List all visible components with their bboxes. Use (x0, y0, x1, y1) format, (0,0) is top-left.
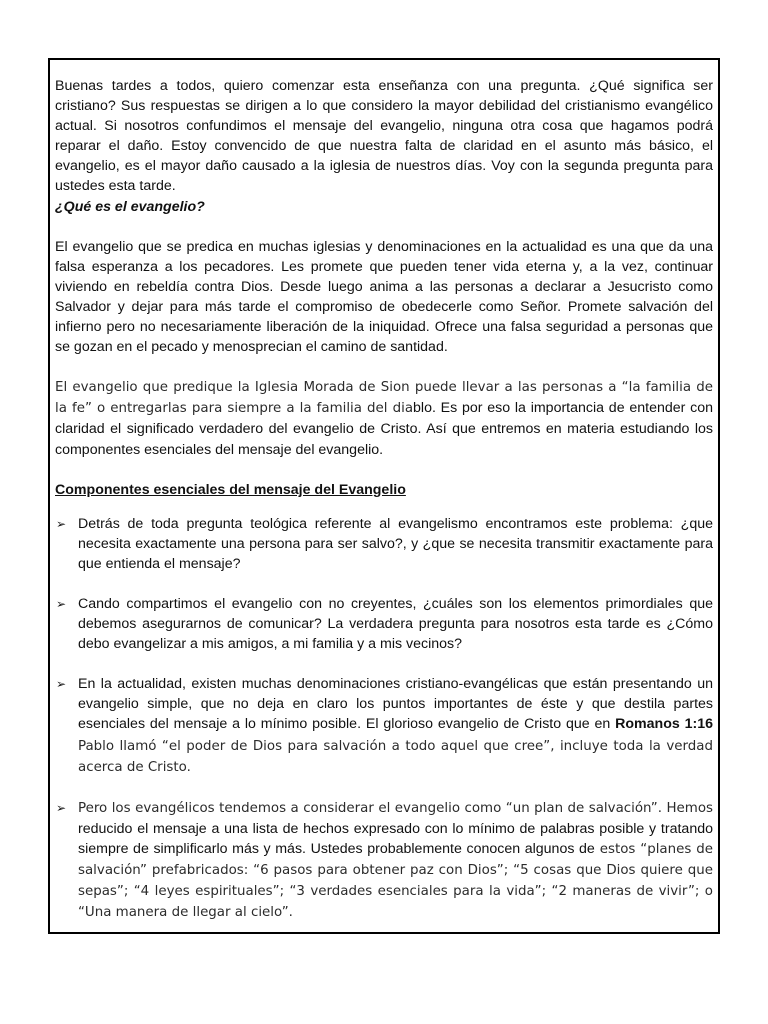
list-item-text: Pero los evangélicos tendemos a considerar el evangelio como “un plan de salvación”. Hemos (78, 800, 713, 816)
arrow-bullet-icon: ➢ (56, 516, 67, 531)
list-item-text: Cando compartimos el evangelio con no creyentes, ¿cuáles son los elementos primordiales que debemos asegurarnos de comunicar? La verdadera pregunta para nosotros esta tarde es ¿Cómo debo evangelizar a mis amigos, a mi familia y a mis vecinos? (78, 595, 713, 653)
list-item-text: reducido el mensaje a una lista de hechos expresado con lo mínimo de palabras posible y tratando siempre de simplificarlo más y más. Ustedes probablemente conocen algunos de (78, 820, 713, 857)
list-item (55, 514, 713, 574)
list-item-text: Pablo llamó “el poder de Dios para salvación a todo aquel que cree”, incluye toda la verdad acerca de Cristo. (78, 738, 713, 775)
spacer (55, 500, 713, 514)
list-item (55, 798, 713, 924)
intro-paragraph: Buenas tardes a todos, quiero comenzar esta enseñanza con una pregunta. ¿Qué significa ser cristiano? Sus respuestas se dirigen a lo que considero la mayor debilidad del cristianismo evangélico actual. Si nosotros confundimos el mensaje del evangelio, ninguna otra cosa que hagamos podrá reparar el daño. Estoy convencido de que nuestra falta de claridad en el asunto más básico, el evangelio, es el mayor daño causado a la iglesia de nuestros días. Voy con la segunda pregunta para ustedes esta tarde. (55, 78, 713, 195)
church-paragraph-part2: blo. Es por eso la importancia de entender con claridad el significado verdadero del evangelio de Cristo. Así que entremos en materia estudiando los componentes esenciales del mensaje del evangelio. (55, 400, 713, 458)
bullet-list (55, 514, 713, 924)
spacer (55, 357, 713, 377)
text-box (48, 58, 720, 934)
arrow-bullet-icon: ➢ (56, 800, 67, 815)
arrow-bullet-icon: ➢ (56, 677, 67, 692)
arrow-bullet-icon: ➢ (56, 596, 67, 611)
list-item-text: En la actualidad, existen muchas denominaciones cristiano-evangélicas que están presentando un evangelio simple, que no deja en claro los puntos importantes de éste y que destila partes esenciales del mensaje a lo mínimo posible. El glorioso evangelio de Cristo que en (78, 676, 713, 733)
bible-reference: Romanos 1:16 (615, 716, 713, 733)
list-item (55, 594, 713, 654)
list-item-text: Detrás de toda pregunta teológica referente al evangelismo encontramos este problema: ¿que necesita exactamente una persona para ser salvo?, y ¿que se necesita transmitir exactamente para que entienda el mensaje? (78, 515, 713, 572)
list-item (55, 674, 713, 777)
false-gospel-paragraph: El evangelio que se predica en muchas iglesias y denominaciones en la actualidad es una que da una falsa esperanza a los pecadores. Les promete que pueden tener vida eterna y, a la vez, continuar viviendo en rebeldía contra Dios. Desde luego anima a las personas a declarar a Jesucristo como Salvador y dejar para más tarde el compromiso de obedecerle como Señor. Promete salvación del infierno pero no necesariamente liberación de la iniquidad. Ofrece una falsa seguridad a personas que se gozan en el pecado y menosprecian el camino de santidad. (55, 238, 713, 356)
list-item-text: estos “planes de salvación” prefabricados: “6 pasos para obtener paz con Dios”; “5 cosas que Dios quiere que sepas”; “4 leyes espirituales”; “3 verdades esenciales para la vida”; “2 maneras de vivir”; o “Una manera de llegar al cielo”. (78, 841, 713, 921)
church-paragraph (55, 377, 713, 459)
section-heading: Componentes esenciales del mensaje del Evangelio (55, 481, 406, 498)
question-heading: ¿Qué es el evangelio? (55, 198, 205, 215)
spacer (55, 217, 713, 237)
spacer (55, 460, 713, 480)
church-paragraph-part1: El evangelio que predique la Iglesia Morada de Sion puede llevar a las personas a “la familia de la fe” o entregarlas para siempre a la familia del dia (55, 380, 713, 417)
